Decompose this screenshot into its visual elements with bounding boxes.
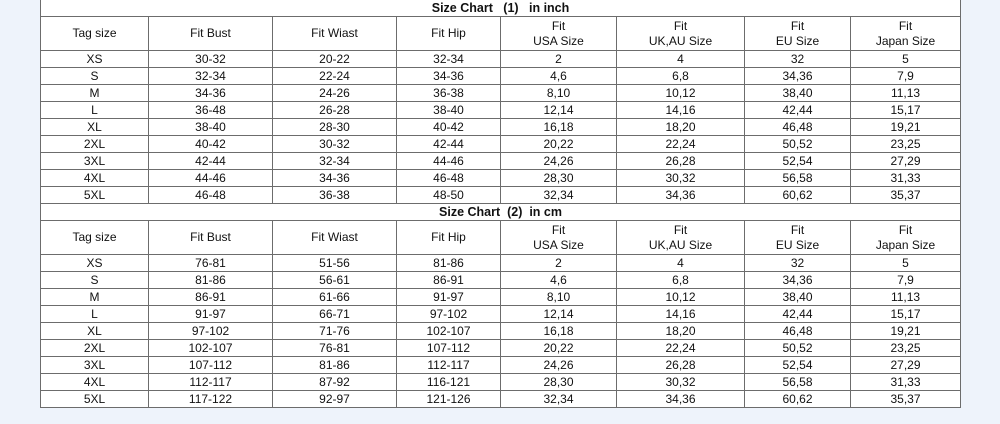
table-cell: 4,6 xyxy=(501,272,617,289)
table-cell: 7,9 xyxy=(851,68,961,85)
table-cell: 26-28 xyxy=(273,102,397,119)
table-cell: 92-97 xyxy=(273,391,397,408)
table-cell: 30,32 xyxy=(617,170,745,187)
table-cell: 48-50 xyxy=(397,187,501,204)
table-cell: 32-34 xyxy=(397,51,501,68)
table-cell: 38,40 xyxy=(745,85,851,102)
column-header-line-1: Fit xyxy=(790,18,805,33)
table-row xyxy=(41,170,961,187)
table-cell: 36-48 xyxy=(149,102,273,119)
table-row xyxy=(41,136,961,153)
table-cell: 44-46 xyxy=(397,153,501,170)
table-cell: 11,13 xyxy=(851,289,961,306)
column-header: Fit Hip xyxy=(397,221,501,255)
column-header xyxy=(851,221,961,255)
tag-size-cell: XL xyxy=(41,323,149,340)
column-header: Fit Bust xyxy=(149,17,273,51)
table-cell: 8,10 xyxy=(501,85,617,102)
table-cell: 76-81 xyxy=(149,255,273,272)
table-cell: 32,34 xyxy=(501,187,617,204)
table-cell: 34-36 xyxy=(149,85,273,102)
table-cell: 31,33 xyxy=(851,170,961,187)
table-cell: 97-102 xyxy=(397,306,501,323)
column-header-line-1: Fit xyxy=(551,222,566,237)
tag-size-cell: XS xyxy=(41,51,149,68)
table-cell: 56,58 xyxy=(745,374,851,391)
table-cell: 30-32 xyxy=(273,136,397,153)
size-chart-title-row xyxy=(41,0,961,17)
column-header-line-1: Fit xyxy=(790,222,805,237)
size-chart-table xyxy=(40,0,961,408)
table-cell: 87-92 xyxy=(273,374,397,391)
tag-size-cell: 2XL xyxy=(41,136,149,153)
column-header-line-1: Fit xyxy=(673,222,688,237)
table-cell: 46,48 xyxy=(745,323,851,340)
table-cell: 34-36 xyxy=(273,170,397,187)
table-cell: 91-97 xyxy=(397,289,501,306)
table-cell: 28-30 xyxy=(273,119,397,136)
column-header: Fit Hip xyxy=(397,17,501,51)
table-cell: 18,20 xyxy=(617,119,745,136)
table-cell: 34,36 xyxy=(745,272,851,289)
table-row xyxy=(41,272,961,289)
table-cell: 4,6 xyxy=(501,68,617,85)
table-cell: 35,37 xyxy=(851,187,961,204)
table-cell: 6,8 xyxy=(617,68,745,85)
table-cell: 71-76 xyxy=(273,323,397,340)
table-row xyxy=(41,391,961,408)
column-header-line-2: USA Size xyxy=(533,33,584,48)
table-cell: 22,24 xyxy=(617,340,745,357)
column-header-line-2: Japan Size xyxy=(875,237,936,252)
size-chart-container xyxy=(40,0,960,408)
table-cell: 42,44 xyxy=(745,102,851,119)
table-cell: 56,58 xyxy=(745,170,851,187)
table-cell: 27,29 xyxy=(851,153,961,170)
table-cell: 40-42 xyxy=(149,136,273,153)
table-cell: 20,22 xyxy=(501,340,617,357)
table-cell: 91-97 xyxy=(149,306,273,323)
tag-size-cell: XL xyxy=(41,119,149,136)
table-cell: 22-24 xyxy=(273,68,397,85)
table-cell: 16,18 xyxy=(501,323,617,340)
column-header-line-1: Fit xyxy=(898,222,913,237)
tag-size-cell: M xyxy=(41,289,149,306)
tag-size-cell: 3XL xyxy=(41,357,149,374)
table-cell: 6,8 xyxy=(617,272,745,289)
column-header-line-1: Fit xyxy=(551,18,566,33)
table-cell: 60,62 xyxy=(745,187,851,204)
table-cell: 24,26 xyxy=(501,153,617,170)
table-cell: 46-48 xyxy=(149,187,273,204)
tag-size-cell: 2XL xyxy=(41,340,149,357)
table-row xyxy=(41,68,961,85)
table-cell: 19,21 xyxy=(851,323,961,340)
table-cell: 20-22 xyxy=(273,51,397,68)
table-cell: 7,9 xyxy=(851,272,961,289)
table-cell: 61-66 xyxy=(273,289,397,306)
column-header xyxy=(617,221,745,255)
column-header xyxy=(851,17,961,51)
tag-size-cell: 5XL xyxy=(41,187,149,204)
table-cell: 27,29 xyxy=(851,357,961,374)
table-cell: 60,62 xyxy=(745,391,851,408)
table-cell: 5 xyxy=(851,51,961,68)
table-row xyxy=(41,357,961,374)
column-header xyxy=(501,221,617,255)
table-cell: 20,22 xyxy=(501,136,617,153)
table-cell: 76-81 xyxy=(273,340,397,357)
table-cell: 32-34 xyxy=(273,153,397,170)
column-header-row xyxy=(41,221,961,255)
table-cell: 81-86 xyxy=(149,272,273,289)
table-cell: 52,54 xyxy=(745,357,851,374)
table-cell: 12,14 xyxy=(501,306,617,323)
table-cell: 42,44 xyxy=(745,306,851,323)
column-header-line-2: UK,AU Size xyxy=(648,237,713,252)
column-header-line-2: USA Size xyxy=(533,237,584,252)
column-header: Fit Wiast xyxy=(273,221,397,255)
tag-size-cell: S xyxy=(41,272,149,289)
table-cell: 38-40 xyxy=(149,119,273,136)
table-cell: 2 xyxy=(501,51,617,68)
table-cell: 42-44 xyxy=(397,136,501,153)
table-cell: 107-112 xyxy=(149,357,273,374)
table-cell: 28,30 xyxy=(501,170,617,187)
table-cell: 112-117 xyxy=(397,357,501,374)
table-cell: 38-40 xyxy=(397,102,501,119)
table-cell: 28,30 xyxy=(501,374,617,391)
table-cell: 26,28 xyxy=(617,357,745,374)
table-cell: 30,32 xyxy=(617,374,745,391)
table-cell: 32 xyxy=(745,51,851,68)
tag-size-cell: L xyxy=(41,306,149,323)
column-header: Fit Bust xyxy=(149,221,273,255)
tag-size-cell: M xyxy=(41,85,149,102)
tag-size-cell: L xyxy=(41,102,149,119)
size-chart-title: Size Chart (1) in inch xyxy=(41,0,961,17)
table-row xyxy=(41,255,961,272)
table-row xyxy=(41,289,961,306)
column-header-line-1: Fit xyxy=(673,18,688,33)
table-cell: 102-107 xyxy=(397,323,501,340)
table-cell: 26,28 xyxy=(617,153,745,170)
table-cell: 16,18 xyxy=(501,119,617,136)
table-row xyxy=(41,119,961,136)
table-cell: 15,17 xyxy=(851,306,961,323)
table-cell: 36-38 xyxy=(273,187,397,204)
table-cell: 36-38 xyxy=(397,85,501,102)
column-header xyxy=(501,17,617,51)
tag-size-cell: 3XL xyxy=(41,153,149,170)
table-row xyxy=(41,102,961,119)
table-cell: 56-61 xyxy=(273,272,397,289)
table-cell: 19,21 xyxy=(851,119,961,136)
table-cell: 34-36 xyxy=(397,68,501,85)
column-header-row xyxy=(41,17,961,51)
table-row xyxy=(41,153,961,170)
table-cell: 51-56 xyxy=(273,255,397,272)
table-row xyxy=(41,374,961,391)
tag-size-cell: 5XL xyxy=(41,391,149,408)
table-cell: 32 xyxy=(745,255,851,272)
table-cell: 8,10 xyxy=(501,289,617,306)
table-cell: 34,36 xyxy=(745,68,851,85)
column-header-line-2: UK,AU Size xyxy=(648,33,713,48)
table-cell: 50,52 xyxy=(745,136,851,153)
column-header-line-1: Fit xyxy=(898,18,913,33)
table-cell: 86-91 xyxy=(397,272,501,289)
table-cell: 12,14 xyxy=(501,102,617,119)
table-cell: 112-117 xyxy=(149,374,273,391)
table-cell: 24,26 xyxy=(501,357,617,374)
table-cell: 11,13 xyxy=(851,85,961,102)
table-cell: 22,24 xyxy=(617,136,745,153)
table-cell: 38,40 xyxy=(745,289,851,306)
tag-size-cell: S xyxy=(41,68,149,85)
table-row xyxy=(41,187,961,204)
table-cell: 10,12 xyxy=(617,289,745,306)
column-header: Fit Wiast xyxy=(273,17,397,51)
table-cell: 50,52 xyxy=(745,340,851,357)
column-header xyxy=(617,17,745,51)
table-cell: 24-26 xyxy=(273,85,397,102)
table-cell: 97-102 xyxy=(149,323,273,340)
table-cell: 107-112 xyxy=(397,340,501,357)
table-cell: 14,16 xyxy=(617,102,745,119)
tag-size-cell: 4XL xyxy=(41,170,149,187)
table-row xyxy=(41,323,961,340)
table-cell: 5 xyxy=(851,255,961,272)
table-cell: 10,12 xyxy=(617,85,745,102)
tag-size-cell: XS xyxy=(41,255,149,272)
table-cell: 30-32 xyxy=(149,51,273,68)
table-row xyxy=(41,85,961,102)
table-cell: 35,37 xyxy=(851,391,961,408)
table-cell: 102-107 xyxy=(149,340,273,357)
table-cell: 31,33 xyxy=(851,374,961,391)
column-header-line-2: EU Size xyxy=(775,33,820,48)
table-cell: 66-71 xyxy=(273,306,397,323)
column-header-line-2: Japan Size xyxy=(875,33,936,48)
table-cell: 4 xyxy=(617,255,745,272)
size-chart-title-row xyxy=(41,204,961,221)
tag-size-cell: 4XL xyxy=(41,374,149,391)
table-row xyxy=(41,51,961,68)
column-header: Tag size xyxy=(41,17,149,51)
table-cell: 15,17 xyxy=(851,102,961,119)
table-cell: 32,34 xyxy=(501,391,617,408)
table-cell: 40-42 xyxy=(397,119,501,136)
column-header-line-2: EU Size xyxy=(775,237,820,252)
size-chart-title: Size Chart (2) in cm xyxy=(41,204,961,221)
table-cell: 46,48 xyxy=(745,119,851,136)
column-header: Tag size xyxy=(41,221,149,255)
table-cell: 34,36 xyxy=(617,391,745,408)
table-cell: 44-46 xyxy=(149,170,273,187)
table-cell: 23,25 xyxy=(851,136,961,153)
table-cell: 86-91 xyxy=(149,289,273,306)
table-cell: 4 xyxy=(617,51,745,68)
table-cell: 18,20 xyxy=(617,323,745,340)
table-cell: 81-86 xyxy=(273,357,397,374)
table-cell: 14,16 xyxy=(617,306,745,323)
table-row xyxy=(41,306,961,323)
column-header xyxy=(745,221,851,255)
table-cell: 23,25 xyxy=(851,340,961,357)
table-cell: 117-122 xyxy=(149,391,273,408)
column-header xyxy=(745,17,851,51)
table-row xyxy=(41,340,961,357)
table-cell: 46-48 xyxy=(397,170,501,187)
table-cell: 42-44 xyxy=(149,153,273,170)
table-cell: 121-126 xyxy=(397,391,501,408)
table-cell: 116-121 xyxy=(397,374,501,391)
table-cell: 2 xyxy=(501,255,617,272)
table-cell: 52,54 xyxy=(745,153,851,170)
table-cell: 32-34 xyxy=(149,68,273,85)
table-cell: 81-86 xyxy=(397,255,501,272)
table-cell: 34,36 xyxy=(617,187,745,204)
